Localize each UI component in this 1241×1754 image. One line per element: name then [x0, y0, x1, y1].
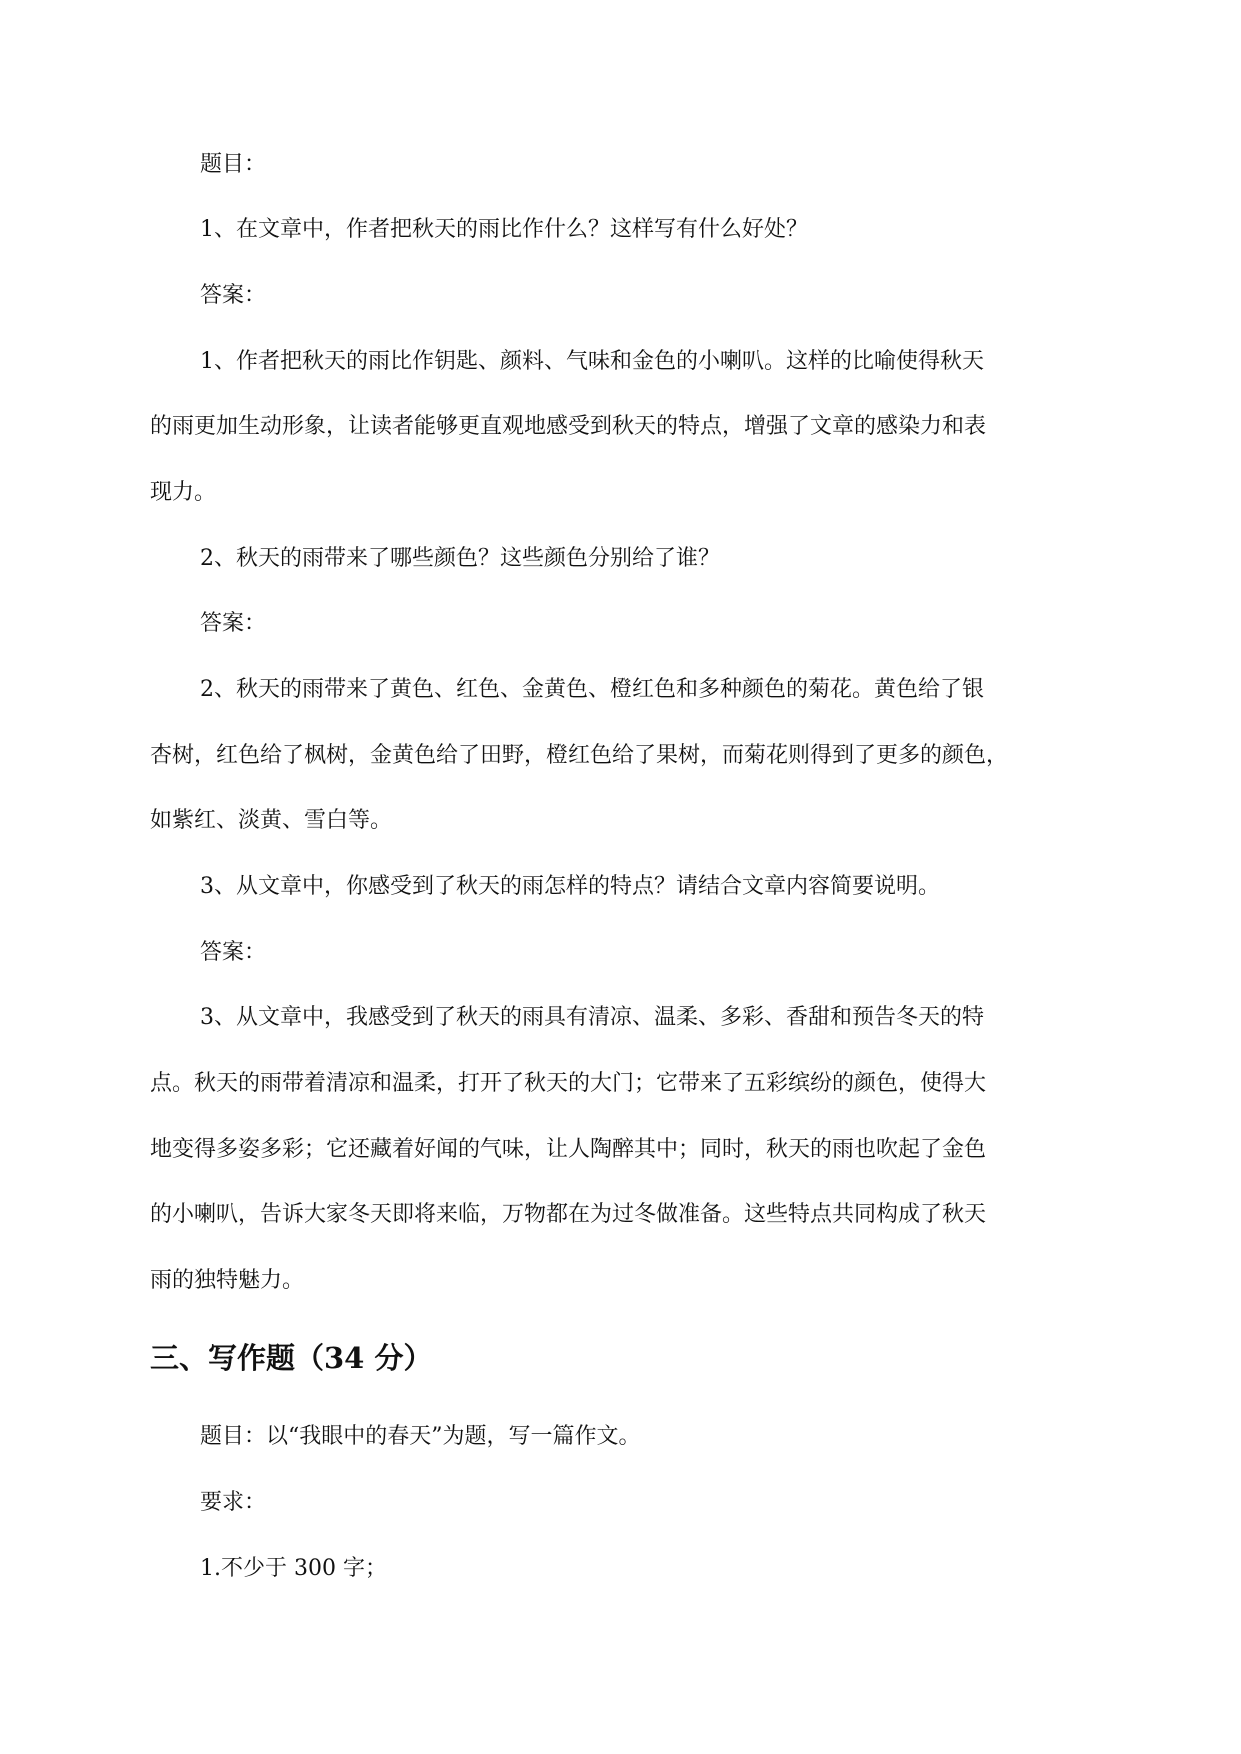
section-heading-writing: 三、写作题（34 分）	[150, 1341, 433, 1375]
answer-1-line-1: 1、作者把秋天的雨比作钥匙、颜料、气味和金色的小喇叭。这样的比喻使得秋天	[200, 349, 984, 374]
answer-3-line-2: 点。秋天的雨带着清凉和温柔，打开了秋天的大门；它带来了五彩缤纷的颜色，使得大	[150, 1071, 987, 1096]
requirements-label: 要求：	[200, 1490, 267, 1515]
answer-label-2: 答案：	[200, 611, 267, 636]
answer-3-line-1: 3、从文章中，我感受到了秋天的雨具有清凉、温柔、多彩、香甜和预告冬天的特	[200, 1005, 984, 1030]
writing-prompt: 题目：以“我眼中的春天”为题，写一篇作文。	[200, 1424, 641, 1449]
answer-1-line-2: 的雨更加生动形象，让读者能够更直观地感受到秋天的特点，增强了文章的感染力和表	[150, 414, 987, 439]
answer-2-line-1: 2、秋天的雨带来了黄色、红色、金黄色、橙红色和多种颜色的菊花。黄色给了银	[200, 677, 984, 702]
question-label: 题目：	[200, 152, 267, 177]
answer-3-line-3: 地变得多姿多彩；它还藏着好闻的气味，让人陶醉其中；同时，秋天的雨也吹起了金色	[150, 1137, 987, 1162]
answer-2-line-2: 杏树，红色给了枫树，金黄色给了田野，橙红色给了果树，而菊花则得到了更多的颜色，	[150, 743, 1009, 768]
question-3: 3、从文章中，你感受到了秋天的雨怎样的特点？请结合文章内容简要说明。	[200, 874, 940, 899]
answer-1-line-3: 现力。	[150, 480, 217, 505]
answer-3-line-4: 的小喇叭，告诉大家冬天即将来临，万物都在为过冬做准备。这些特点共同构成了秋天	[150, 1202, 987, 1227]
answer-2-line-3: 如紫红、淡黄、雪白等。	[150, 808, 393, 833]
answer-label-3: 答案：	[200, 940, 267, 965]
answer-label-1: 答案：	[200, 283, 267, 308]
requirement-1: 1.不少于 300 字；	[200, 1556, 387, 1581]
question-2: 2、秋天的雨带来了哪些颜色？这些颜色分别给了谁？	[200, 546, 720, 571]
question-1: 1、在文章中，作者把秋天的雨比作什么？这样写有什么好处？	[200, 217, 808, 242]
answer-3-line-5: 雨的独特魅力。	[150, 1268, 305, 1293]
